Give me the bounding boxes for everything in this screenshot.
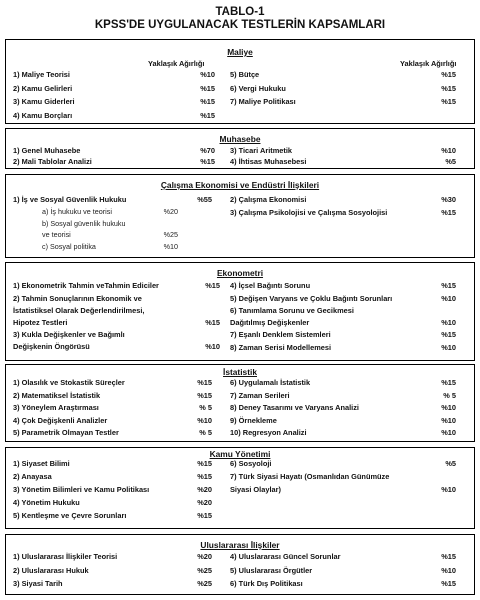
- subitem-weight: %25: [163, 230, 178, 239]
- item-label: 1) Olasılık ve Stokastik Süreçler: [13, 378, 125, 387]
- item-label: 2) Anayasa: [13, 472, 52, 481]
- item-weight: %15: [441, 70, 456, 79]
- item-weight: %15: [441, 552, 456, 561]
- item-label: 4) Yönetim Hukuku: [13, 498, 80, 507]
- item-weight: %15: [441, 378, 456, 387]
- table-label: TABLO-1: [215, 6, 265, 18]
- item-label: 7) Maliye Politikası: [230, 97, 296, 106]
- item-weight: %25: [197, 565, 212, 575]
- section-heading: Ekonometri: [216, 268, 264, 278]
- item-label: 6) Türk Dış Politikası: [230, 579, 303, 588]
- item-label: 3) Ticari Aritmetik: [230, 146, 293, 155]
- item-weight: %15: [200, 157, 215, 166]
- item-weight: %15: [197, 472, 212, 481]
- subitem-label: a) İş hukuku ve teorisi: [42, 207, 112, 216]
- item-weight: %10: [441, 428, 456, 437]
- item-label: 3) Yöneylem Araştırması: [13, 403, 99, 412]
- item-label: 4) Kamu Borçları: [13, 110, 73, 120]
- item-label-line: İstatistiksel Olarak Değerlendirilmesi,: [13, 306, 145, 315]
- item-label: 3) Yönetim Bilimleri ve Kamu Politikası: [13, 485, 150, 494]
- item-label: 5) Kentleşme ve Çevre Sorunları: [13, 511, 127, 520]
- item-weight: % 5: [199, 428, 212, 437]
- item-weight: %10: [441, 565, 456, 575]
- item-label: 4) İhtisas Muhasebesi: [230, 157, 307, 166]
- section-heading: Kamu Yönetimi: [209, 449, 271, 459]
- item-weight: %10: [441, 294, 456, 303]
- item-label: 6) Vergi Hukuku: [230, 83, 286, 93]
- item-label: 2) Uluslararası Hukuk: [13, 565, 89, 575]
- page-title: KPSS'DE UYGULANACAK TESTLERİN KAPSAMLARI: [94, 19, 386, 31]
- item-label-line: Dağıtılmış Değişkenler: [230, 318, 310, 327]
- item-label: 3) Siyasi Tarih: [13, 579, 63, 588]
- section-ekonometri: [5, 262, 475, 361]
- item-label: 10) Regresyon Analizi: [230, 428, 307, 437]
- item-weight: % 5: [443, 390, 456, 400]
- item-weight: %5: [445, 459, 456, 468]
- item-label: 3) Çalışma Psikolojisi ve Çalışma Sosyolojisi: [230, 208, 388, 217]
- item-label-line: Değişkenin Öngörüsü: [13, 342, 90, 351]
- item-weight: %10: [200, 70, 215, 79]
- item-label-line: 4) İçsel Bağıntı Sorunu: [230, 281, 311, 290]
- item-weight: % 5: [199, 403, 212, 412]
- subitem-weight: %20: [163, 207, 178, 216]
- item-weight: %10: [441, 485, 456, 494]
- item-weight: %10: [205, 342, 220, 351]
- item-weight: %30: [441, 195, 456, 204]
- item-label: 8) Deney Tasarımı ve Varyans Analizi: [230, 403, 359, 412]
- item-label: 6) Uygulamalı İstatistik: [230, 378, 311, 387]
- item-weight: %15: [200, 83, 215, 93]
- item-label: 5) Uluslararası Örgütler: [230, 565, 313, 575]
- item-label-line: 8) Zaman Serisi Modellemesi: [230, 343, 332, 352]
- subitem-label: b) Sosyal güvenlik hukuku: [42, 218, 126, 228]
- item-weight: %10: [441, 146, 456, 155]
- item-label-line: Hipotez Testleri: [13, 318, 68, 327]
- item-weight: %25: [197, 579, 212, 588]
- item-label-line: 7) Türk Siyasi Hayatı (Osmanlıdan Günümüze: [230, 472, 390, 481]
- item-label-line: Siyasi Olaylar): [230, 485, 281, 494]
- item-weight: %15: [200, 97, 215, 106]
- item-weight: %10: [441, 415, 456, 425]
- item-weight: %15: [205, 281, 220, 290]
- item-weight: %20: [197, 552, 212, 561]
- item-weight: %15: [441, 97, 456, 106]
- item-label: 3) Kamu Giderleri: [13, 97, 75, 106]
- item-label: 9) Örnekleme: [230, 415, 277, 425]
- section-heading: İstatistik: [223, 367, 257, 377]
- item-weight: %70: [200, 146, 215, 155]
- subitem-weight: %10: [163, 241, 178, 251]
- section-heading: Muhasebe: [219, 134, 261, 144]
- weight-header-right: Yaklaşık Ağırlığı: [400, 59, 457, 68]
- section-muhasebe: [5, 128, 475, 169]
- item-weight: %20: [197, 498, 212, 507]
- item-weight: %15: [197, 459, 212, 468]
- item-label: 7) Zaman Serileri: [230, 390, 290, 400]
- item-label: 2) Çalışma Ekonomisi: [230, 195, 307, 204]
- item-label: 4) Çok Değişkenli Analizler: [13, 415, 108, 425]
- item-weight: %15: [441, 330, 456, 339]
- section-maliye: [5, 39, 475, 124]
- item-weight: %15: [197, 378, 212, 387]
- item-label: 1) İş ve Sosyal Güvenlik Hukuku: [13, 195, 127, 204]
- item-weight: %15: [441, 83, 456, 93]
- weight-header-left: Yaklaşık Ağırlığı: [148, 59, 205, 68]
- item-weight: %10: [441, 318, 456, 327]
- section-calisma: [5, 174, 475, 258]
- item-label-line: 3) Kukla Değişkenler ve Bağımlı: [13, 330, 125, 339]
- item-weight: %15: [441, 208, 456, 217]
- item-label: 1) Genel Muhasebe: [13, 146, 81, 155]
- item-weight: %15: [197, 390, 212, 400]
- item-label: 5) Parametrik Olmayan Testler: [13, 428, 119, 437]
- item-label-line: 6) Tanımlama Sorunu ve Gecikmesi: [230, 306, 354, 315]
- item-label: 2) Mali Tablolar Analizi: [13, 157, 92, 166]
- item-label: 1) Uluslararası İlişkiler Teorisi: [13, 552, 118, 561]
- subitem-label: ve teorisi: [42, 230, 71, 239]
- item-label: 2) Kamu Gelirleri: [13, 83, 73, 93]
- item-label-line: 2) Tahmin Sonuçlarının Ekonomik ve: [13, 294, 142, 303]
- item-weight: %15: [441, 579, 456, 588]
- section-heading: Uluslararası İlişkiler: [200, 540, 280, 550]
- item-label: 1) Maliye Teorisi: [13, 70, 70, 79]
- item-label-line: 5) Değişen Varyans ve Çoklu Bağıntı Sorunları: [230, 294, 393, 303]
- section-heading: Maliye: [227, 47, 253, 57]
- item-weight: %15: [441, 281, 456, 290]
- section-uluslararasi: [5, 534, 475, 595]
- item-label: 1) Siyaset Bilimi: [13, 459, 70, 468]
- section-kamu-yonetimi: [5, 447, 475, 529]
- item-weight: %10: [441, 343, 456, 352]
- item-label: 5) Bütçe: [230, 70, 260, 79]
- item-weight: %55: [197, 195, 212, 204]
- item-label-line: 1) Ekonometrik Tahmin veTahmin Ediciler: [13, 281, 159, 290]
- section-istatistik: [5, 364, 475, 442]
- item-weight: %10: [441, 403, 456, 412]
- item-label-line: 6) Sosyoloji: [230, 459, 272, 468]
- subitem-label: c) Sosyal politika: [42, 241, 96, 251]
- item-weight: %15: [205, 318, 220, 327]
- item-label-line: 7) Eşanlı Denklem Sistemleri: [230, 330, 331, 339]
- item-weight: %15: [200, 110, 215, 120]
- item-label: 2) Matematiksel İstatistik: [13, 390, 101, 400]
- item-label: 4) Uluslararası Güncel Sorunlar: [230, 552, 341, 561]
- item-weight: %5: [445, 157, 456, 166]
- section-heading: Çalışma Ekonomisi ve Endüstri İlişkileri: [160, 180, 320, 190]
- item-weight: %20: [197, 485, 212, 494]
- item-weight: %10: [197, 415, 212, 425]
- item-weight: %15: [197, 511, 212, 520]
